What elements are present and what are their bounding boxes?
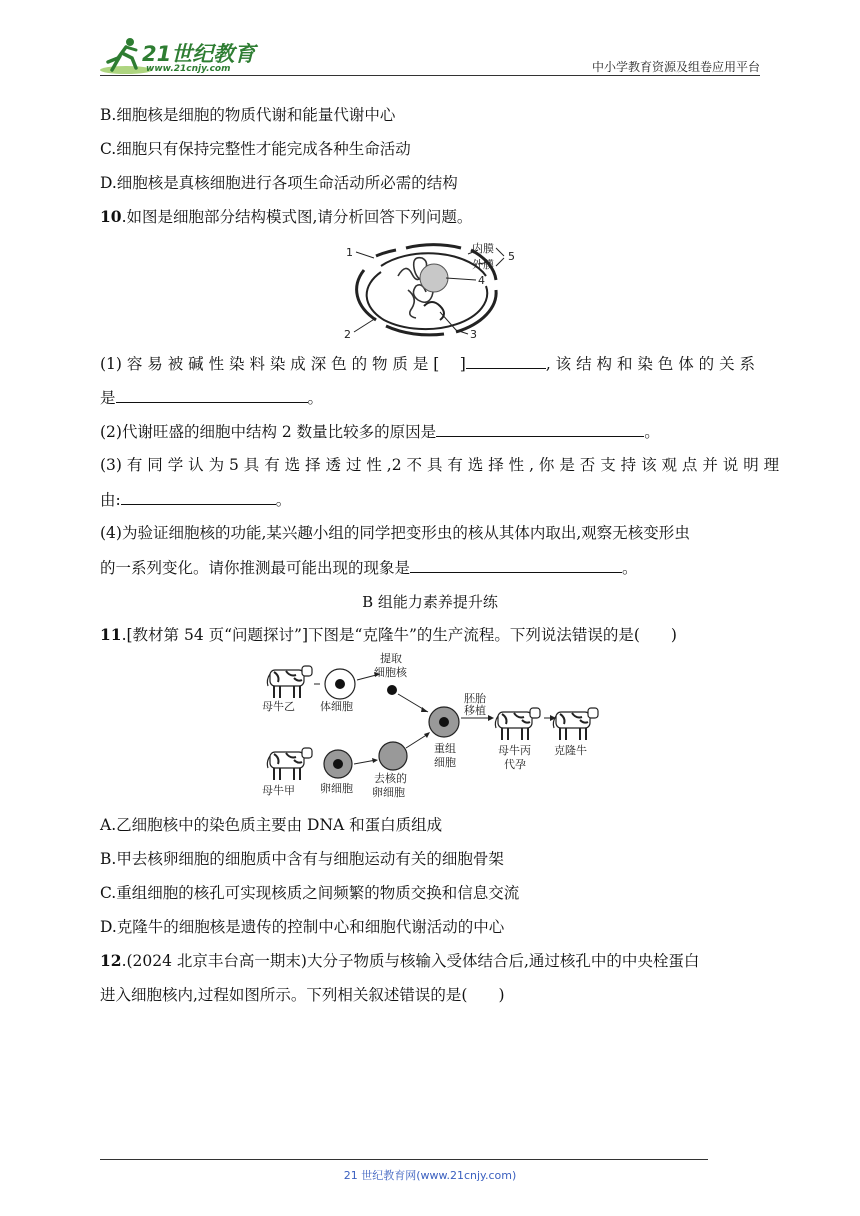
q11-option-d: D.克隆牛的细胞核是遗传的控制中心和细胞代谢活动的中心 <box>100 918 505 936</box>
label-transfer-2: 移植 <box>464 704 486 717</box>
header-divider <box>100 75 760 76</box>
q10-part4-line2: 的一系列变化。请你推测最可能出现的现象是 。 <box>100 556 638 579</box>
q12-number: 12 <box>100 951 122 970</box>
q9-option-d: D.细胞核是真核细胞进行各项生命活动所必需的结构 <box>100 174 458 192</box>
fig-label-5: 5 <box>508 250 515 263</box>
fig-label-1: 1 <box>346 246 353 259</box>
label-cow-b: 母牛乙 <box>262 700 295 713</box>
nucleus-icon <box>387 685 397 695</box>
enucleated-egg-icon <box>379 742 407 770</box>
answer-blank[interactable] <box>121 488 276 505</box>
cow-c-icon <box>495 708 540 740</box>
label-recomb-1: 重组 <box>434 742 456 755</box>
label-somatic: 体细胞 <box>320 700 353 713</box>
section-b-title: B 组能力素养提升练 <box>362 593 498 611</box>
cow-b-icon <box>267 666 312 698</box>
nucleus-figure <box>336 240 526 344</box>
q12-stem-line1: 12.(2024 北京丰台高一期末)大分子物质与核输入受体结合后,通过核孔中的中央栓蛋白 <box>100 951 700 970</box>
q10-stem <box>100 206 472 228</box>
answer-blank[interactable] <box>466 352 546 369</box>
logo-text: 21世纪教育 <box>142 42 256 66</box>
q11-number: 11 <box>100 625 122 644</box>
label-extract-2: 细胞核 <box>374 666 407 679</box>
q10-part2: (2)代谢旺盛的细胞中结构 2 数量比较多的原因是 。 <box>100 420 660 443</box>
q11-option-c: C.重组细胞的核孔可实现核质之间频繁的物质交换和信息交流 <box>100 884 520 902</box>
label-transfer-1: 胚胎 <box>464 692 486 705</box>
label-egg: 卵细胞 <box>320 782 353 795</box>
fig-label-2: 2 <box>344 328 351 341</box>
q10-stem-text: .如图是细胞部分结构模式图,请分析回答下列问题。 <box>121 208 473 226</box>
q9-option-b: B.细胞核是细胞的物质代谢和能量代谢中心 <box>100 106 396 124</box>
footer-link[interactable]: 21 世纪教育网(www.21cnjy.com) <box>343 1169 517 1182</box>
q10-part3-line2: 由: 。 <box>100 488 291 511</box>
q10-number: 10 <box>100 207 122 226</box>
fig-label-3: 3 <box>470 328 477 341</box>
clone-cow-icon <box>553 708 598 740</box>
q10-part1-line2: 是 。 <box>100 386 323 409</box>
label-enuc-1: 去核的 <box>374 772 407 785</box>
answer-blank[interactable] <box>116 386 308 403</box>
q12-stem-line2: 进入细胞核内,过程如图所示。下列相关叙述错误的是( ) <box>100 986 505 1004</box>
answer-blank[interactable] <box>410 556 622 573</box>
q10-part1-line1: (1) 容 易 被 碱 性 染 料 染 成 深 色 的 物 质 是 [ ] , 该 结 构 和 染 色 体 的 关 系 <box>100 352 760 375</box>
clone-cow-figure <box>262 652 602 802</box>
fig-label-4: 4 <box>478 274 485 287</box>
footer-divider <box>100 1159 708 1160</box>
logo-url: www.21cnjy.com <box>146 64 231 74</box>
cow-a-icon <box>267 748 312 780</box>
site-logo <box>96 34 266 78</box>
label-recomb-2: 细胞 <box>434 756 456 769</box>
q9-option-c: C.细胞只有保持完整性才能完成各种生命活动 <box>100 140 411 158</box>
q10-part4-line1: (4)为验证细胞核的功能,某兴趣小组的同学把变形虫的核从其体内取出,观察无核变形虫 <box>100 524 690 542</box>
q11-stem-text: .[教材第 54 页“问题探讨”]下图是“克隆牛”的生产流程。下列说法错误的是( ) <box>121 626 677 644</box>
answer-blank[interactable] <box>436 420 644 437</box>
label-extract-1: 提取 <box>380 652 402 665</box>
fig-label-outer: 外膜 <box>472 258 494 271</box>
label-cow-c-2: 代孕 <box>504 758 526 771</box>
fig-label-inner: 内膜 <box>472 242 494 255</box>
label-cow-c-1: 母牛丙 <box>498 744 531 757</box>
label-cow-a: 母牛甲 <box>262 784 295 797</box>
platform-name: 中小学教育资源及组卷应用平台 <box>591 60 760 74</box>
q11-option-b: B.甲去核卵细胞的细胞质中含有与细胞运动有关的细胞骨架 <box>100 850 504 868</box>
q11-option-a: A.乙细胞核中的染色质主要由 DNA 和蛋白质组成 <box>100 816 443 834</box>
label-clone: 克隆牛 <box>554 744 587 757</box>
label-enuc-2: 卵细胞 <box>372 786 405 799</box>
q11-stem <box>100 624 677 646</box>
q10-part3-line1: (3) 有 同 学 认 为 5 具 有 选 择 透 过 性 ,2 不 具 有 选 择 性 , 你 是 否 支 持 该 观 点 并 说 明 理 <box>100 456 780 474</box>
